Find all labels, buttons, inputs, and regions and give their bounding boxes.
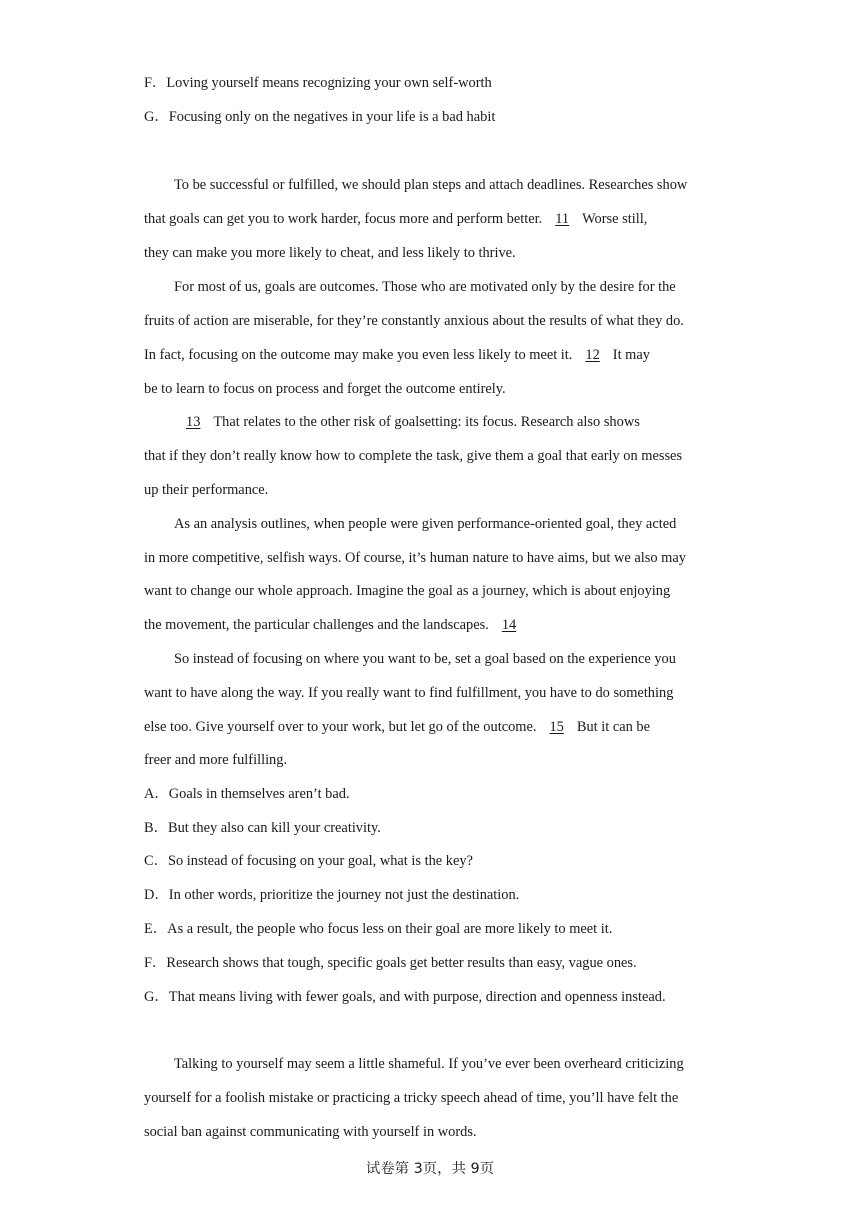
passage-text: It may <box>612 347 650 363</box>
passage-line <box>144 210 724 228</box>
passage-line: Talking to yourself may seem a little shameful. If you’ve ever been overheard criticizing <box>174 1056 684 1072</box>
option-e: E．As a result, the people who focus less on their goal are more likely to meet it. <box>144 921 613 937</box>
passage-line: As an analysis outlines, when people were given performance-oriented goal, they acted <box>174 516 677 532</box>
passage-text: the movement, the particular challenges and the landscapes. <box>144 617 489 633</box>
passage-line: be to learn to focus on process and forget the outcome entirely. <box>144 381 506 397</box>
passage-text: that goals can get you to work harder, focus more and perform better. <box>144 211 543 227</box>
prev-option-f: F．Loving yourself means recognizing your own self-worth <box>144 75 492 91</box>
passage-line: fruits of action are miserable, for they’re constantly anxious about the results of what they do. <box>144 313 684 329</box>
passage-line <box>144 616 724 634</box>
passage-line: in more competitive, selfish ways. Of course, it’s human nature to have aims, but we also may <box>144 550 686 566</box>
option-b: B．But they also can kill your creativity. <box>144 820 381 836</box>
blank-15[interactable]: 15 <box>549 719 564 735</box>
passage-line: want to have along the way. If you really want to find fulfillment, you have to do something <box>144 685 674 701</box>
passage-line <box>174 413 724 431</box>
option-g: G．That means living with fewer goals, and with purpose, direction and openness instead. <box>144 989 666 1005</box>
blank-11[interactable]: 11 <box>555 211 570 227</box>
passage-line <box>144 346 724 364</box>
option-a: A．Goals in themselves aren’t bad. <box>144 786 350 802</box>
passage-text: That relates to the other risk of goalsetting: its focus. Research also shows <box>213 414 640 430</box>
passage-line: yourself for a foolish mistake or practicing a tricky speech ahead of time, you’ll have felt the <box>144 1090 679 1106</box>
option-c: C．So instead of focusing on your goal, what is the key? <box>144 853 473 869</box>
passage-line: up their performance. <box>144 482 269 498</box>
passage-text: Worse still, <box>582 211 648 227</box>
passage-line: For most of us, goals are outcomes. Those who are motivated only by the desire for the <box>174 279 676 295</box>
passage-text: But it can be <box>576 719 650 735</box>
blank-14[interactable]: 14 <box>501 617 517 633</box>
blank-12[interactable]: 12 <box>585 347 600 363</box>
passage-text: In fact, focusing on the outcome may make you even less likely to meet it. <box>144 347 573 363</box>
option-d: D．In other words, prioritize the journey not just the destination. <box>144 887 520 903</box>
page-footer: 试卷第 3页，共 9页 <box>365 1161 495 1177</box>
passage-text: else too. Give yourself over to your work, but let go of the outcome. <box>144 719 537 735</box>
passage-line <box>144 718 724 736</box>
passage-line: they can make you more likely to cheat, and less likely to thrive. <box>144 245 516 261</box>
option-f: F．Research shows that tough, specific goals get better results than easy, vague ones. <box>144 955 637 971</box>
passage-line: want to change our whole approach. Imagine the goal as a journey, which is about enjoying <box>144 583 671 599</box>
prev-option-g: G．Focusing only on the negatives in your life is a bad habit <box>144 109 496 125</box>
passage-line: social ban against communicating with yourself in words. <box>144 1124 477 1140</box>
passage-line: So instead of focusing on where you want to be, set a goal based on the experience you <box>174 651 676 667</box>
blank-13[interactable]: 13 <box>186 414 201 430</box>
passage-line: freer and more fulfilling. <box>144 752 288 768</box>
passage-line: To be successful or fulfilled, we should plan steps and attach deadlines. Researches show <box>174 177 688 193</box>
passage-line: that if they don’t really know how to complete the task, give them a goal that early on messes <box>144 448 683 464</box>
